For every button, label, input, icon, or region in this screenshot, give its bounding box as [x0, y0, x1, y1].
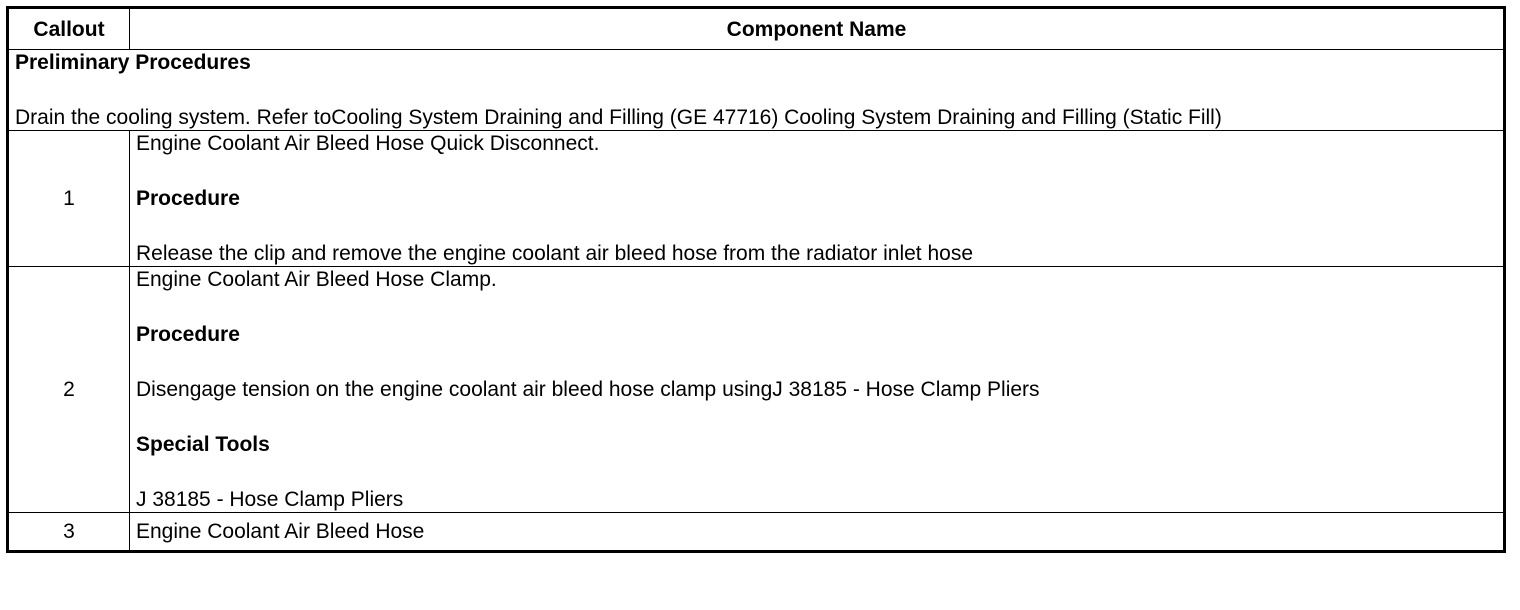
callout-number: 2 — [8, 267, 130, 513]
preliminary-cell — [8, 50, 1505, 131]
table-row — [8, 513, 1505, 552]
component-name: Engine Coolant Air Bleed Hose — [136, 520, 425, 543]
component-name: Engine Coolant Air Bleed Hose Quick Disconnect. — [136, 132, 600, 155]
component-cell — [130, 131, 1505, 267]
procedure-table — [6, 6, 1506, 553]
preliminary-row — [8, 50, 1505, 131]
callout-number: 3 — [8, 513, 130, 552]
procedure-text: Release the clip and remove the engine coolant air bleed hose from the radiator inlet hose — [136, 242, 974, 265]
procedure-text: Disengage tension on the engine coolant air bleed hose clamp usingJ 38185 - Hose Clamp Pliers — [136, 378, 1040, 401]
component-cell — [130, 513, 1505, 552]
component-cell — [130, 267, 1505, 513]
table-row — [8, 267, 1505, 513]
preliminary-text: Drain the cooling system. Refer toCooling System Draining and Filling (GE 47716) Cooling System Draining and Filling (Static Fill) — [15, 106, 1222, 129]
header-component-name: Component Name — [130, 8, 1505, 50]
special-tools-heading: Special Tools — [136, 433, 270, 456]
table-row — [8, 131, 1505, 267]
header-row — [8, 8, 1505, 50]
special-tools-text: J 38185 - Hose Clamp Pliers — [136, 488, 404, 511]
procedure-heading: Procedure — [136, 323, 240, 346]
procedure-heading: Procedure — [136, 187, 240, 210]
preliminary-heading: Preliminary Procedures — [15, 51, 251, 74]
component-name: Engine Coolant Air Bleed Hose Clamp. — [136, 268, 497, 291]
callout-number: 1 — [8, 131, 130, 267]
header-callout: Callout — [8, 8, 130, 50]
